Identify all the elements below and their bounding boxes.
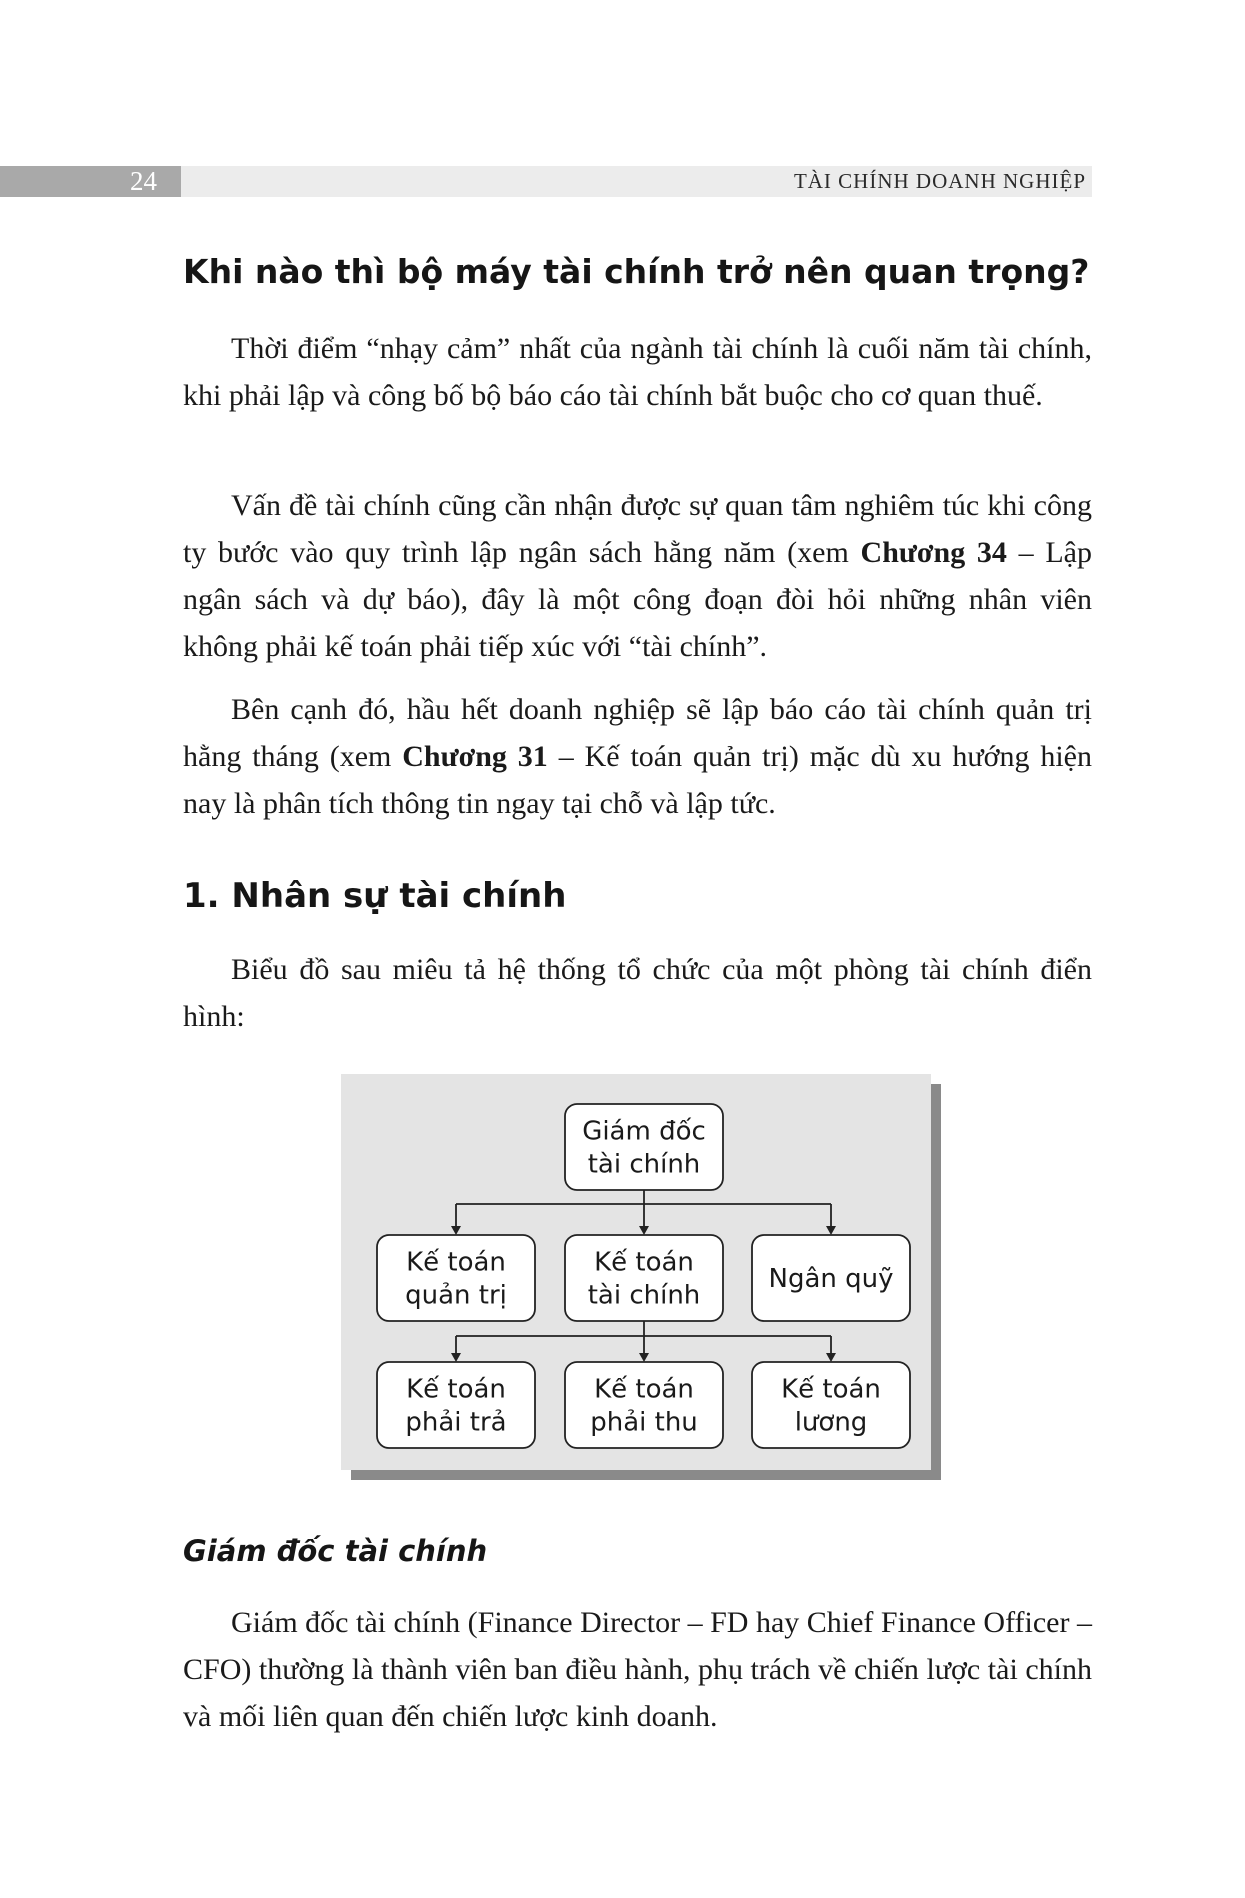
org-node-level1-0: [377, 1235, 535, 1321]
org-node-level2-2-label-1: lương: [794, 1407, 868, 1438]
paragraph-3-text-after: – Kế toán quản trị) mặc dù xu hướng hiện nay là phân tích thông tin ngay tại chỗ và lập tức.: [183, 740, 1092, 820]
paragraph-2: [183, 482, 1092, 670]
header-strip: [181, 166, 1092, 197]
org-node-root-label-0: Giám đốc: [582, 1116, 706, 1147]
org-node-level1-1-label-1: tài chính: [587, 1280, 701, 1311]
org-node-level2-1: [565, 1362, 723, 1448]
paragraph-3: [183, 686, 1092, 827]
org-node-level2-1-label-0: Kế toán: [594, 1374, 694, 1405]
running-title: TÀI CHÍNH DOANH NGHIỆP: [793, 169, 1086, 193]
running-header: [0, 166, 1092, 197]
org-chart: [341, 1074, 945, 1484]
org-node-level2-0-label-1: phải trả: [405, 1407, 507, 1438]
org-node-level1-1: [565, 1235, 723, 1321]
paragraph-2-text-after: – Lập ngân sách và dự báo), đây là một công đoạn đòi hỏi những nhân viên không phải kế toán phải tiếp xúc với “tài chính”.: [183, 536, 1092, 663]
paragraph-4: Biểu đồ sau miêu tả hệ thống tổ chức của một phòng tài chính điển hình:: [183, 953, 1092, 1033]
org-node-level1-2-label-0: Ngân quỹ: [768, 1264, 894, 1294]
chapter-ref-31: Chương 31: [402, 740, 548, 773]
org-chart-svg: [341, 1074, 945, 1484]
paragraph-2-text-before: Vấn đề tài chính cũng cần nhận được sự quan tâm nghiêm túc khi công ty bước vào quy trình lập ngân sách hằng năm (xem: [183, 489, 1092, 569]
page-number: 24: [0, 166, 181, 197]
paragraph-5: Giám đốc tài chính (Finance Director – FD hay Chief Finance Officer – CFO) thường là thành viên ban điều hành, phụ trách về chiến lược tài chính và mối liên quan đến chiến lược kinh doanh.: [183, 1606, 1092, 1733]
org-node-level1-0-label-1: quản trị: [405, 1280, 507, 1311]
org-node-root-label-1: tài chính: [587, 1149, 701, 1180]
org-node-level1-1-label-0: Kế toán: [594, 1247, 694, 1278]
chapter-ref-34: Chương 34: [860, 536, 1007, 569]
subheading: Giám đốc tài chính: [183, 1534, 488, 1568]
org-node-level2-0-label-0: Kế toán: [406, 1374, 506, 1405]
org-node-level2-1-label-1: phải thu: [590, 1407, 698, 1438]
org-node-level2-2-label-0: Kế toán: [781, 1374, 881, 1405]
org-node-level2-0: [377, 1362, 535, 1448]
paragraph-1: Thời điểm “nhạy cảm” nhất của ngành tài chính là cuối năm tài chính, khi phải lập và công bố bộ báo cáo tài chính bắt buộc cho cơ quan thuế.: [183, 332, 1092, 412]
section-heading: 1. Nhân sự tài chính: [183, 876, 567, 916]
org-node-level1-2: [752, 1235, 910, 1321]
main-heading: Khi nào thì bộ máy tài chính trở nên quan trọng?: [183, 252, 1090, 291]
paragraph-3-text-before: Bên cạnh đó, hầu hết doanh nghiệp sẽ lập báo cáo tài chính quản trị hằng tháng (xem: [183, 693, 1092, 773]
org-node-level2-2: [752, 1362, 910, 1448]
org-node-root: [565, 1104, 723, 1190]
org-node-level1-0-label-0: Kế toán: [406, 1247, 506, 1278]
